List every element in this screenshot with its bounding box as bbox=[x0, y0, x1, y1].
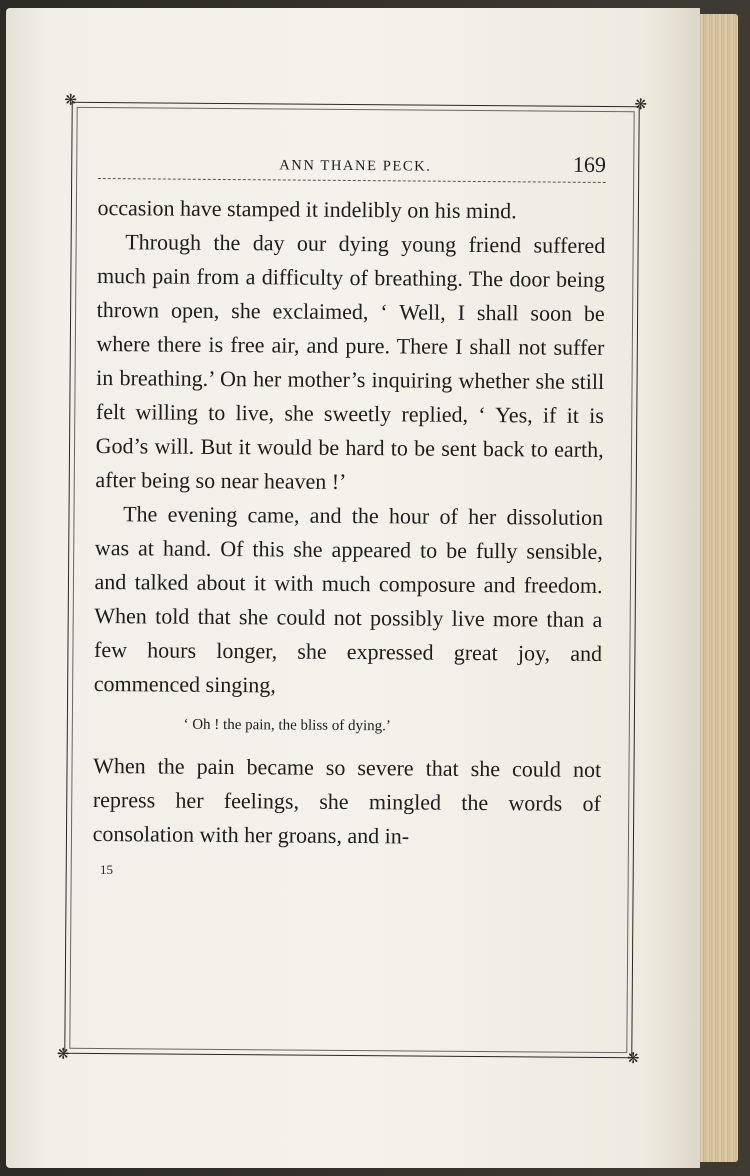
paragraph: The evening came, and the hour of her dissolution was at hand. Of this she appeared to be fully sensible, and talked about it with much composure and freedom. When told that she could not possibly live more than a few hours longer, she expressed great joy, and commenced singing, bbox=[93, 501, 604, 698]
page-header bbox=[98, 148, 606, 186]
page-number: 169 bbox=[572, 151, 606, 177]
corner-ornament-icon: ❋ bbox=[634, 97, 648, 114]
corner-ornament-icon: ❋ bbox=[626, 1051, 640, 1068]
signature-mark: 15 bbox=[100, 862, 113, 877]
running-head: ANN THANE PECK. bbox=[279, 157, 432, 175]
paragraph: When the pain became so severe that she could not repress her feelings, she mingled the words of consolation with her groans, and in- bbox=[92, 752, 602, 849]
text-block bbox=[92, 148, 606, 855]
corner-ornament-icon: ❋ bbox=[64, 92, 78, 109]
paragraph: Through the day our dying young friend suffered much pain from a difficulty of breathing. The door being thrown open, she exclaimed, ‘ Well, I shall soon be where there is free air, and pure. There I shall not suffer in breathing.’ On her mother’s inquiring whether she still felt willing to live, she sweetly replied, ‘ Yes, if it is God’s will. But it would be hard to be sent back to earth, after being so near heaven !’ bbox=[95, 229, 606, 494]
body-text bbox=[92, 191, 605, 855]
verse-quote: ‘ Oh ! the pain, the bliss of dying.’ bbox=[183, 716, 392, 735]
paragraph: occasion have stamped it indelibly on his mind. bbox=[97, 195, 517, 224]
corner-ornament-icon: ❋ bbox=[56, 1046, 70, 1063]
